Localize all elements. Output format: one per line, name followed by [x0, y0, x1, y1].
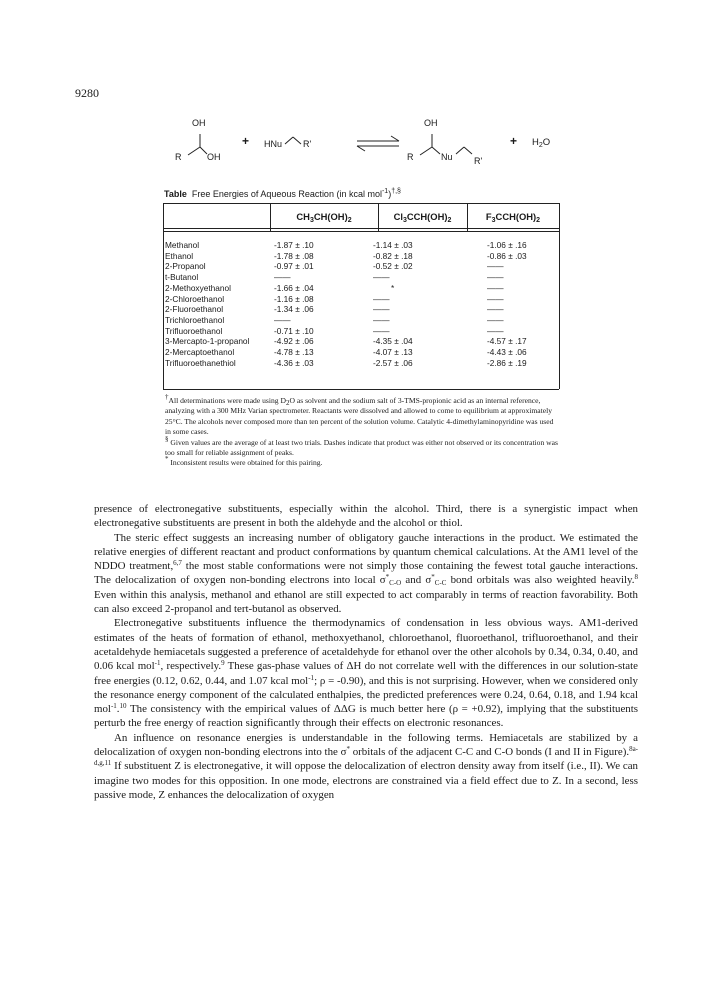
- row-value-f3: ——: [487, 293, 504, 304]
- row-name: Trifluoroethanol: [165, 325, 223, 336]
- table-caption: [164, 189, 401, 199]
- row-value-f3: ——: [487, 282, 504, 293]
- paragraph-2: [94, 531, 638, 617]
- table-footnotes: [165, 393, 560, 469]
- row-name: Trichloroethanol: [165, 314, 225, 325]
- row-value-f3: ——: [487, 325, 504, 336]
- p4-text-c: If substituent Z is electronegative, it will oppose the delocalization of electron density away from itself (i.e., II). We can imagine two modes for this opposition. In one mode, electrons are constrained via a field effect due to Z. In a second, less passive mode, Z enhances the delocalization of oxygen: [94, 760, 638, 801]
- row-value-ch3: -4.78 ± .13: [274, 347, 314, 357]
- product-r: R: [407, 152, 414, 162]
- footnote-dagger-sub: 2: [285, 399, 290, 407]
- row-value-ch3: -4.36 ± .03: [274, 357, 314, 368]
- row-value-cl3: ——: [373, 272, 390, 283]
- p4-text-a: An influence on resonance energies is understandable in the following terms. Hemiacetals are stabilized by a delocalization of oxygen non-bonding electrons into the σ: [94, 731, 638, 759]
- reactant2-hnu: HNu: [264, 139, 283, 149]
- p2-text-b: the most stable conformations were not simply those containing the fewest total gauche interactions. The delocalization of oxygen non-bonding electrons into local σ: [94, 560, 638, 587]
- table-bottom-rule: [163, 389, 559, 390]
- p4-text-b: orbitals of the adjacent C-C and C-O bonds (I and II in Figure).: [349, 746, 630, 759]
- p3-text-c: These gas-phase values of ΔH do not correlate well with the differences in our solution-state free energies (0.12, 0.62, 0.44, and 1.07 kcal mol: [94, 660, 638, 687]
- p2-ref-1: 6,7: [173, 559, 182, 568]
- footnote-dagger: [165, 393, 560, 438]
- table-caption-text: Free Energies of Aqueous Reaction (in kcal mol: [191, 189, 382, 199]
- row-value-f3: -1.06 ± .16: [487, 240, 527, 250]
- table-top-rule: [163, 203, 559, 204]
- table-caption-unit-exponent: -1: [381, 188, 389, 195]
- p4-ref-1: 8a-d,g,11: [94, 745, 639, 768]
- p3-sup-3: -1: [110, 702, 117, 711]
- row-value-cl3: *: [391, 282, 395, 293]
- table-caption-end: ): [388, 189, 392, 199]
- p2-sup-1: *: [385, 573, 390, 582]
- row-name: t-Butanol: [165, 272, 199, 283]
- p3-text-b: , respectively.: [160, 660, 222, 673]
- table-right-rule: [559, 203, 560, 389]
- footnote-dagger-text-a: All determinations were made using D: [168, 396, 286, 405]
- reactant1-oh-top: OH: [192, 118, 206, 128]
- reactant1-r: R: [175, 152, 182, 162]
- product-oh: OH: [424, 118, 438, 128]
- row-name: 2-Chloroethanol: [165, 293, 225, 304]
- row-value-cl3: -4.07 ± .13: [373, 347, 413, 357]
- row-name: 2-Methoxyethanol: [165, 282, 231, 293]
- footnote-star-mark: *: [165, 455, 169, 464]
- body-text: [94, 502, 638, 802]
- paragraph-3: [94, 616, 638, 730]
- row-value-ch3: ——: [274, 314, 291, 325]
- row-name: 2-Fluoroethanol: [165, 304, 224, 315]
- row-name: Methanol: [165, 240, 200, 250]
- row-name: 2-Propanol: [165, 261, 206, 272]
- footnote-star-text: Inconsistent results were obtained for this pairing.: [170, 458, 323, 468]
- row-value-f3: -4.43 ± .06: [487, 347, 527, 357]
- p2-ref-2: 8: [634, 573, 639, 582]
- p2-sup-2: *: [431, 573, 435, 582]
- p2-text-c: and σ: [401, 574, 432, 587]
- product-r-prime: R': [474, 156, 483, 166]
- p3-ref-1: 9: [221, 659, 225, 668]
- paragraph-1: [94, 502, 638, 531]
- row-value-f3: ——: [487, 261, 504, 272]
- plus-sign-1: +: [242, 134, 250, 148]
- footnote-section-text: Given values are the average of at least two trials. Dashes indicate that product was either not observed or its concentration was too small for reliable assignment of peaks.: [165, 437, 558, 458]
- row-value-ch3: -1.87 ± .10: [274, 240, 314, 250]
- table-header-rule-2: [163, 231, 559, 232]
- row-name: 3-Mercapto-1-propanol: [165, 336, 250, 347]
- table-caption-marks: †,§: [391, 188, 401, 195]
- row-value-ch3: -0.97 ± .01: [274, 261, 314, 272]
- row-value-f3: -0.86 ± .03: [487, 250, 527, 261]
- p3-text-e: .: [116, 703, 120, 716]
- row-value-f3: ——: [487, 272, 504, 283]
- table-header-rule: [163, 228, 559, 229]
- row-value-cl3: ——: [373, 314, 390, 325]
- row-value-cl3: -1.14 ± .03: [373, 240, 413, 250]
- row-value-ch3: -1.34 ± .06: [274, 304, 314, 315]
- reactant1-oh: OH: [207, 152, 221, 162]
- row-value-ch3: -0.71 ± .10: [274, 325, 314, 336]
- p2-text-e: Even within this analysis, methanol and ethanol are still expected to act comparably in terms of reaction favorability. Both can also exceed 2-propanol and tert-butanol as observed.: [94, 588, 638, 616]
- row-value-f3: ——: [487, 314, 504, 325]
- paragraph-1-text: presence of electronegative substituents, especially within the alcohol. Third, there is a synergistic impact when electronegative substituents are present in both the aldehyde and the alcohol or thiol.: [94, 503, 638, 530]
- footnote-star: [165, 455, 560, 468]
- product-nu: Nu: [441, 152, 453, 162]
- footnote-dagger-text-b: O as solvent and the sodium salt of 3-TMS-propionic acid as an internal reference, analyzing with a 300 MHz Varian spectrometer. Reactants were dissolved and allowed to come to equilibrium at approximately 25°C. The alcohols never composed more than ten percent of the solution volume. Catalytic 4-dimethylaminopyridine was used in some cases.: [165, 396, 554, 437]
- paragraph-4: [94, 731, 638, 802]
- p3-ref-2: 10: [119, 702, 127, 711]
- reaction-scheme: [160, 118, 600, 178]
- table-left-rule: [163, 203, 164, 389]
- row-value-cl3: -2.57 ± .06: [373, 357, 413, 368]
- row-value-ch3: -1.78 ± .08: [274, 250, 314, 261]
- row-value-f3: ——: [487, 304, 504, 315]
- p3-sup-2: -1: [308, 673, 315, 682]
- row-value-ch3: -1.66 ± .04: [274, 282, 314, 293]
- p3-text-a: Electronegative substituents influence the thermodynamics of condensation in less obvious ways. AM1-derived estimates of the heats of formation of ethanol, methoxyethanol, chloroethanol, fluoroethanol, trifluoroethanol, and their acetaldehyde hemiacetals suggested a preference of acetaldehyde for ethanol over the other alcohols by 0.34, 0.34, 0.40, and 0.06 kcal mol: [94, 617, 638, 673]
- reactant2-r: R': [303, 139, 312, 149]
- row-value-f3: -2.86 ± .19: [487, 357, 527, 368]
- p2-sub-1: C-O: [389, 579, 402, 588]
- footnote-section: [165, 434, 560, 459]
- p2-sub-2: C-C: [434, 579, 447, 588]
- row-value-cl3: -0.52 ± .02: [373, 261, 413, 272]
- row-value-f3: -4.57 ± .17: [487, 336, 527, 347]
- p3-text-f: The consistency with the empirical values of ΔΔG is much better here (ρ = +0.92), implying that the substituents perturb the free energy of reaction significantly through their effects on electronic resonances.: [94, 703, 638, 730]
- plus-sign-2: +: [510, 134, 518, 148]
- row-name: 2-Mercaptoethanol: [165, 347, 235, 357]
- row-value-ch3: ——: [274, 272, 291, 283]
- p2-text-a: The steric effect suggests an increasing number of obligatory gauche interactions in the product. We estimated the relative energies of different reactant and product conformations by quantum chemical calculations. At the AM1 level of the NDDO treatment,: [94, 531, 638, 573]
- row-name: Trifluoroethanethiol: [165, 357, 236, 368]
- water-label: $H_2O$: [532, 137, 551, 149]
- row-value-cl3: -0.82 ± .18: [373, 250, 413, 261]
- row-value-cl3: ——: [373, 325, 390, 336]
- row-value-ch3: -1.16 ± .08: [274, 293, 314, 304]
- row-value-cl3: ——: [373, 293, 390, 304]
- footnote-dagger-mark: †: [165, 393, 169, 401]
- p3-text-d: ; ρ = -0.90), and this is not surprising. However, when we considered only the resonance energy component of the calculated enthalpies, the predicted preferences were 0.24, 0.64, 0.18, and 1.94 kcal mol: [94, 674, 639, 716]
- row-value-ch3: -4.92 ± .06: [274, 336, 314, 347]
- table-header-ch3: $CH_3CH(OH)_2$: [296, 211, 352, 224]
- table-header-f3: $F_3CCH(OH)_2$: [485, 211, 541, 224]
- p4-sup-1: *: [346, 745, 350, 754]
- row-name: Ethanol: [165, 250, 194, 261]
- row-value-cl3: -4.35 ± .04: [373, 336, 413, 347]
- p3-sup-1: -1: [154, 659, 161, 668]
- table-header-cl3: $Cl_3CCH(OH)_2$: [393, 211, 452, 224]
- table-caption-label: Table: [164, 189, 187, 199]
- page-number: 9280: [75, 86, 99, 100]
- reaction-scheme-bonds: [160, 118, 600, 178]
- row-value-cl3: ——: [373, 304, 390, 315]
- p2-text-d: bond orbitals was also weighted heavily.: [446, 574, 635, 587]
- footnote-section-mark: §: [165, 434, 169, 443]
